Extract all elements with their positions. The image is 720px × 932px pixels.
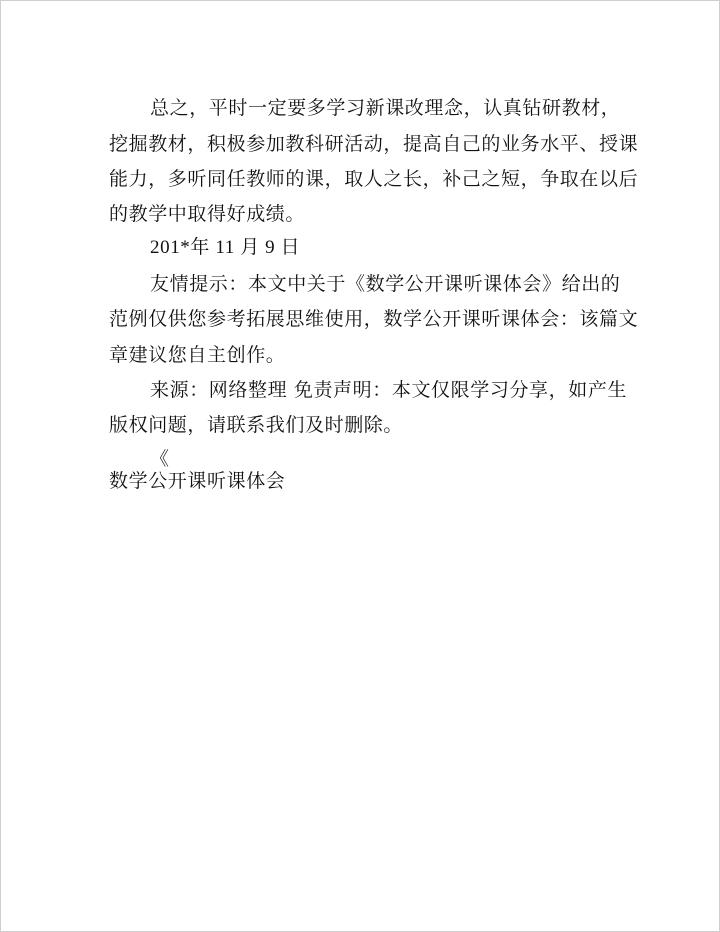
source-line-1: 来源：网络整理 免责声明：本文仅限学习分享，如产生: [150, 379, 628, 401]
footer-bracket: 《: [150, 448, 170, 470]
paragraph-line-2: 挖掘教材，积极参加教科研活动，提高自己的业务水平、授课: [109, 133, 639, 155]
paragraph-line-3: 能力，多听同任教师的课，取人之长，补己之短，争取在以后: [109, 168, 639, 190]
tip-line-2: 范例仅供您参考拓展思维使用，数学公开课听课体会：该篇文: [109, 308, 639, 330]
footer-title: 数学公开课听课体会: [109, 470, 286, 492]
paragraph-line-4: 的教学中取得好成绩。: [109, 203, 306, 225]
tip-line-1: 友情提示：本文中关于《数学公开课听课体会》给出的: [150, 273, 621, 295]
tip-line-3: 章建议您自主创作。: [109, 344, 286, 366]
document-date: 201*年 11 月 9 日: [150, 237, 301, 258]
paragraph-line-1: 总之，平时一定要多学习新课改理念，认真钻研教材，: [150, 97, 621, 119]
source-line-2: 版权问题，请联系我们及时删除。: [109, 414, 404, 436]
